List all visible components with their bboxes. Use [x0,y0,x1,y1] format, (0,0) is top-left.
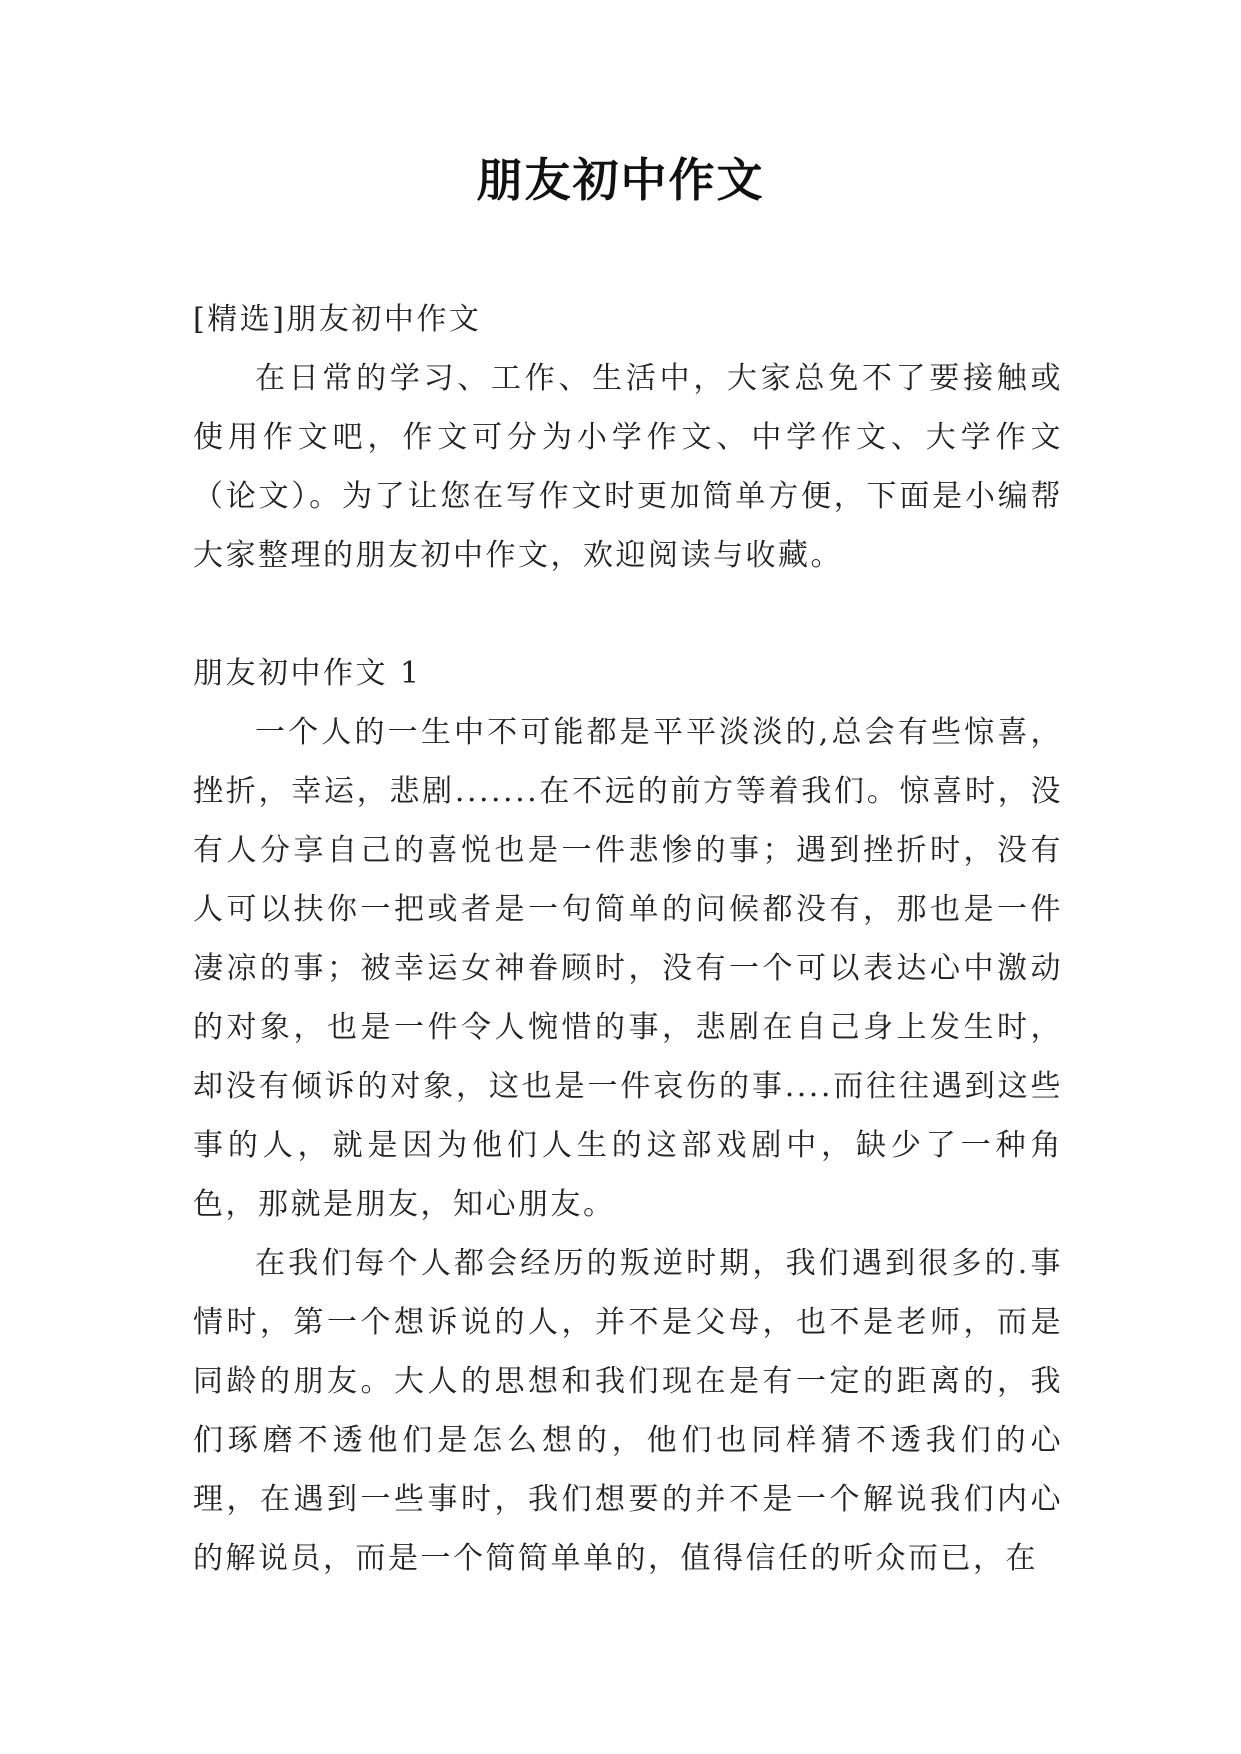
body-paragraph-2: 在我们每个人都会经历的叛逆时期，我们遇到很多的.事情时，第一个想诉说的人，并不是父母，也不是老师，而是同龄的朋友。大人的思想和我们现在是有一定的距离的，我们琢磨不透他们是怎么想的，他们也同样猜不透我们的心理，在遇到一些事时，我们想要的并不是一个解说我们内心的解说员，而是一个简简单单的，值得信任的听众而已，在 [193,1246,1063,1576]
paragraph-spacer [193,585,1063,644]
document-body [193,290,1063,1588]
intro-paragraph: 在日常的学习、工作、生活中，大家总免不了要接触或使用作文吧，作文可分为小学作文、中学作文、大学作文（论文）。为了让您在写作文时更加简单方便，下面是小编帮大家整理的朋友初中作文，欢迎阅读与收藏。 [193,361,1063,573]
page-title: 朋友初中作文 [476,153,765,207]
section-heading: 朋友初中作文 1 [193,656,422,691]
body-paragraph-1: 一个人的一生中不可能都是平平淡淡的,总会有些惊喜，挫折，幸运，悲剧.......在不远的前方等着我们。惊喜时，没有人分享自己的喜悦也是一件悲惨的事；遇到挫折时，没有人可以扶你一把或者是一句简单的问候都没有，那也是一件凄凉的事；被幸运女神眷顾时，没有一个可以表达心中激动的对象，也是一件令人惋惜的事，悲剧在自己身上发生时，却没有倾诉的对象，这也是一件哀伤的事....而往往遇到这些事的人，就是因为他们人生的这部戏剧中，缺少了一种角色，那就是朋友，知心朋友。 [193,715,1063,1222]
document-subtitle: [精选]朋友初中作文 [193,302,482,337]
